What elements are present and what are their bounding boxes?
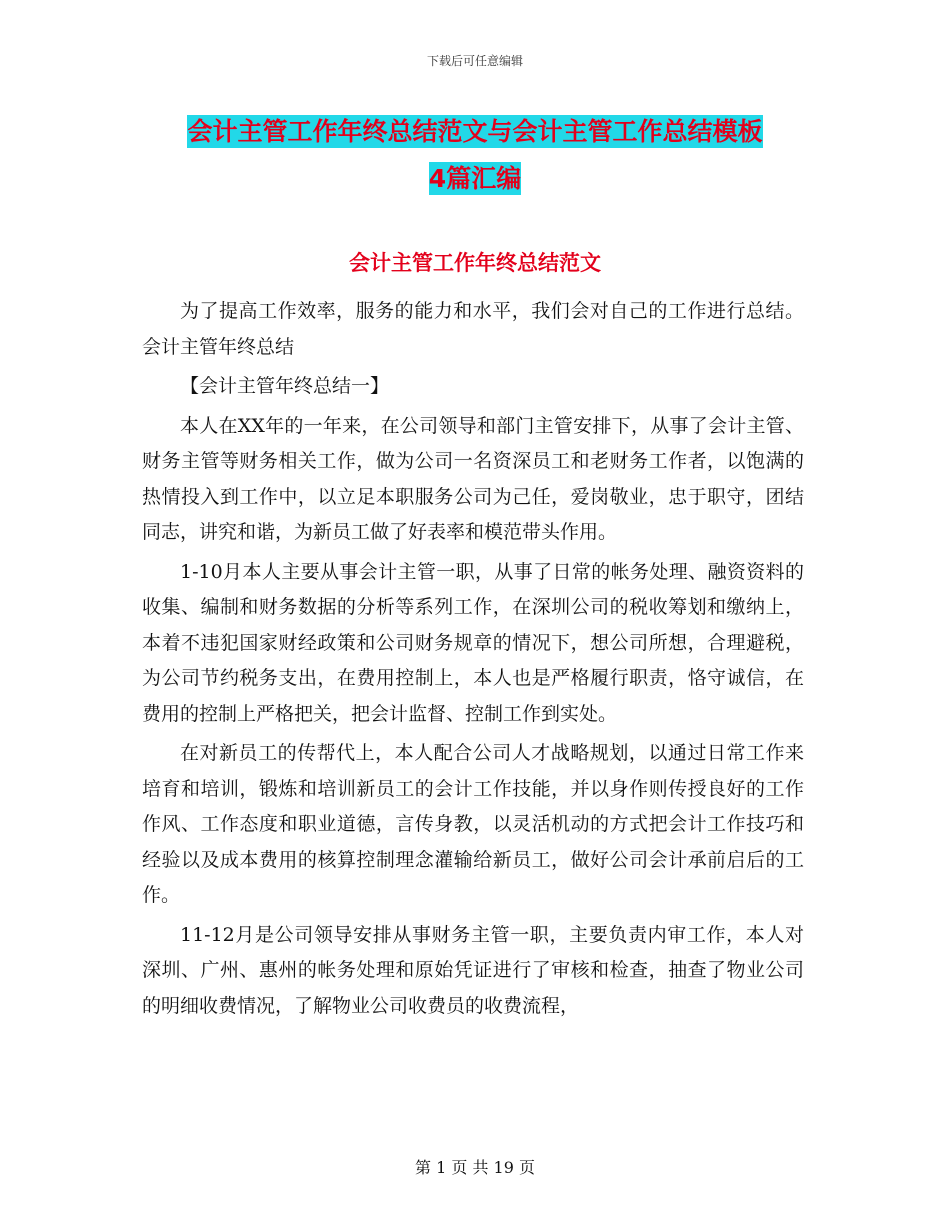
section-title: 会计主管工作年终总结范文 [349,251,601,275]
paragraph: 在对新员工的传帮代上，本人配合公司人才战略规划，以通过日常工作来培育和培训，锻炼和培训新员工的会计工作技能，并以身作则传授良好的工作作风、工作态度和职业道德，言传身教，以灵活机动的方式把会计工作技巧和经验以及成本费用的核算控制理念灌输给新员工，做好公司会计承前启后的工作。 [142,742,804,906]
document-title [140,108,810,202]
body-text [142,294,804,1028]
paragraph-subheading: 【会计主管年终总结一】 [180,375,390,397]
paragraph: 1-10月本人主要从事会计主管一职，从事了日常的帐务处理、融资资料的收集、编制和财务数据的分析等系列工作，在深圳公司的税收筹划和缴纳上，本着不违犯国家财经政策和公司财务规章的情况下，想公司所想，合理避税，为公司节约税务支出，在费用控制上，本人也是严格履行职责，恪守诚信，在费用的控制上严格把关，把会计监督、控制工作到实处。 [142,560,804,725]
paragraph: 本人在XX年的一年来，在公司领导和部门主管安排下，从事了会计主管、财务主管等财务相关工作，做为公司一名资深员工和老财务工作者，以饱满的热情投入到工作中，以立足本职服务公司为己任，爱岗敬业，忠于职守，团结同志，讲究和谐，为新员工做了好表率和模范带头作用。 [142,414,804,543]
paragraph: 11-12月是公司领导安排从事财务主管一职，主要负责内审工作，本人对深圳、广州、惠州的帐务处理和原始凭证进行了审核和检查，抽查了物业公司的明细收费情况，了解物业公司收费员的收费流程， [142,923,804,1017]
header-note: 下载后可任意编辑 [426,54,523,68]
document-title-line-2: 4篇汇编 [428,164,522,193]
page-footer: 第 1 页 共 19 页 [415,1158,535,1177]
document-title-line-1: 会计主管工作年终总结范文与会计主管工作总结模板 [187,117,763,146]
paragraph-intro: 为了提高工作效率，服务的能力和水平，我们会对自己的工作进行总结。会计主管年终总结 [142,300,804,358]
